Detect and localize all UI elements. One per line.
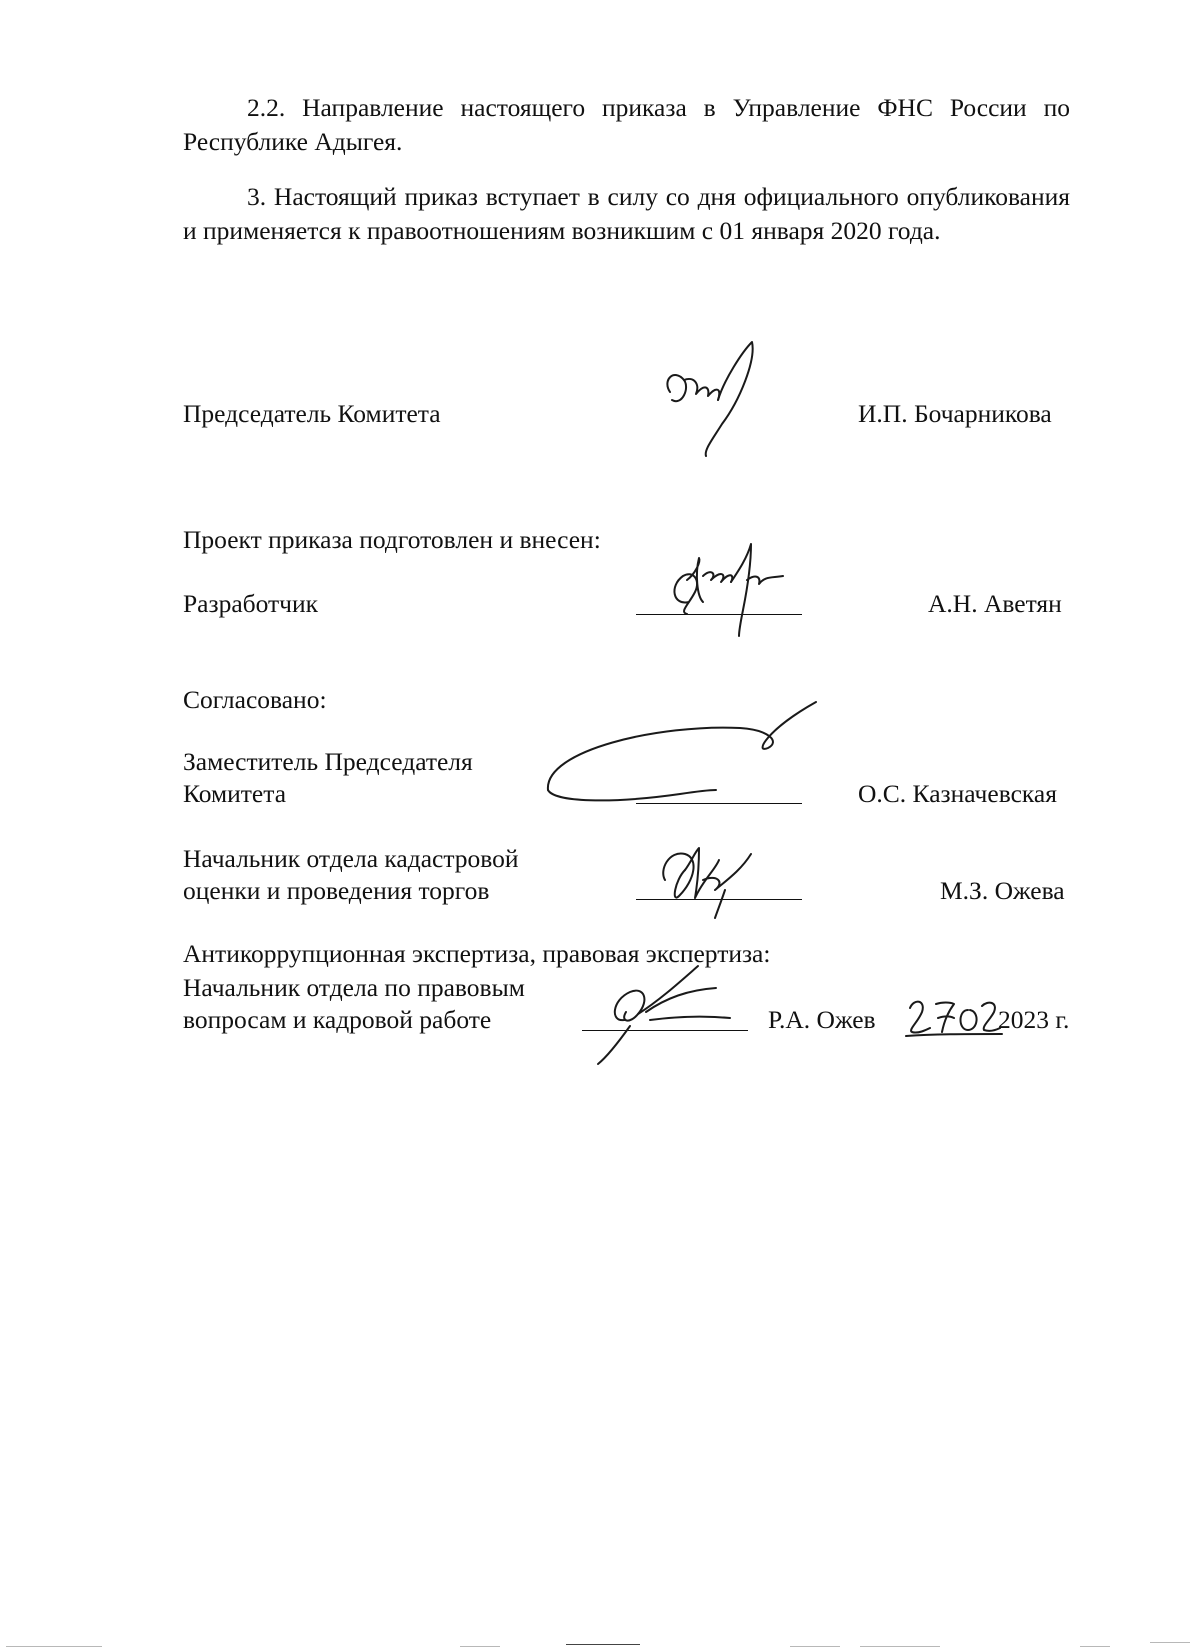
scan-artifact [790,1646,840,1647]
developer-title: Разработчик [183,589,319,618]
deputy-name: О.С. Казначевская [858,779,1057,808]
scan-artifact [566,1644,640,1645]
agreed-heading: Согласовано: [183,685,327,714]
developer-name: А.Н. Аветян [928,589,1062,618]
deputy-signature [540,690,820,815]
clause-3: 3. Настоящий приказ вступает в силу со дня официального опубликования и применяется к правоотношениям возникшим с 01 января 2020 года. [183,182,1070,245]
handwritten-date-mark [904,990,1004,1040]
developer-signature [665,540,805,640]
scan-artifact [460,1646,500,1647]
cadastral-name: М.З. Ожева [940,876,1065,905]
scan-artifact [860,1646,940,1647]
scan-artifact [6,1646,102,1647]
expertise-heading: Антикоррупционная экспертиза, правовая экспертиза: [183,939,771,968]
cadastral-signature [655,840,765,920]
scan-artifact [1080,1646,1110,1647]
legal-date-suffix: 2023 г. [998,1005,1070,1034]
deputy-title-line1: Заместитель Председателя [183,747,473,776]
prepared-heading: Проект приказа подготовлен и внесен: [183,525,601,554]
legal-signature [590,960,740,1070]
clause-2-2: 2.2. Направление настоящего приказа в Управление ФНС России по Республике Адыгея. [183,93,1070,156]
cadastral-title-line2: оценки и проведения торгов [183,876,490,905]
cadastral-title-line1: Начальник отдела кадастровой [183,844,519,873]
legal-name: Р.А. Ожев [768,1005,876,1034]
legal-title-line2: вопросам и кадровой работе [183,1005,492,1034]
deputy-title-line2: Комитета [183,779,287,808]
chair-title: Председатель Комитета [183,399,441,428]
legal-date-handwritten [904,990,1004,1040]
scan-artifact [1150,1642,1190,1643]
legal-title-line1: Начальник отдела по правовым [183,973,525,1002]
chair-name: И.П. Бочарникова [858,399,1052,428]
chair-signature [660,340,770,460]
